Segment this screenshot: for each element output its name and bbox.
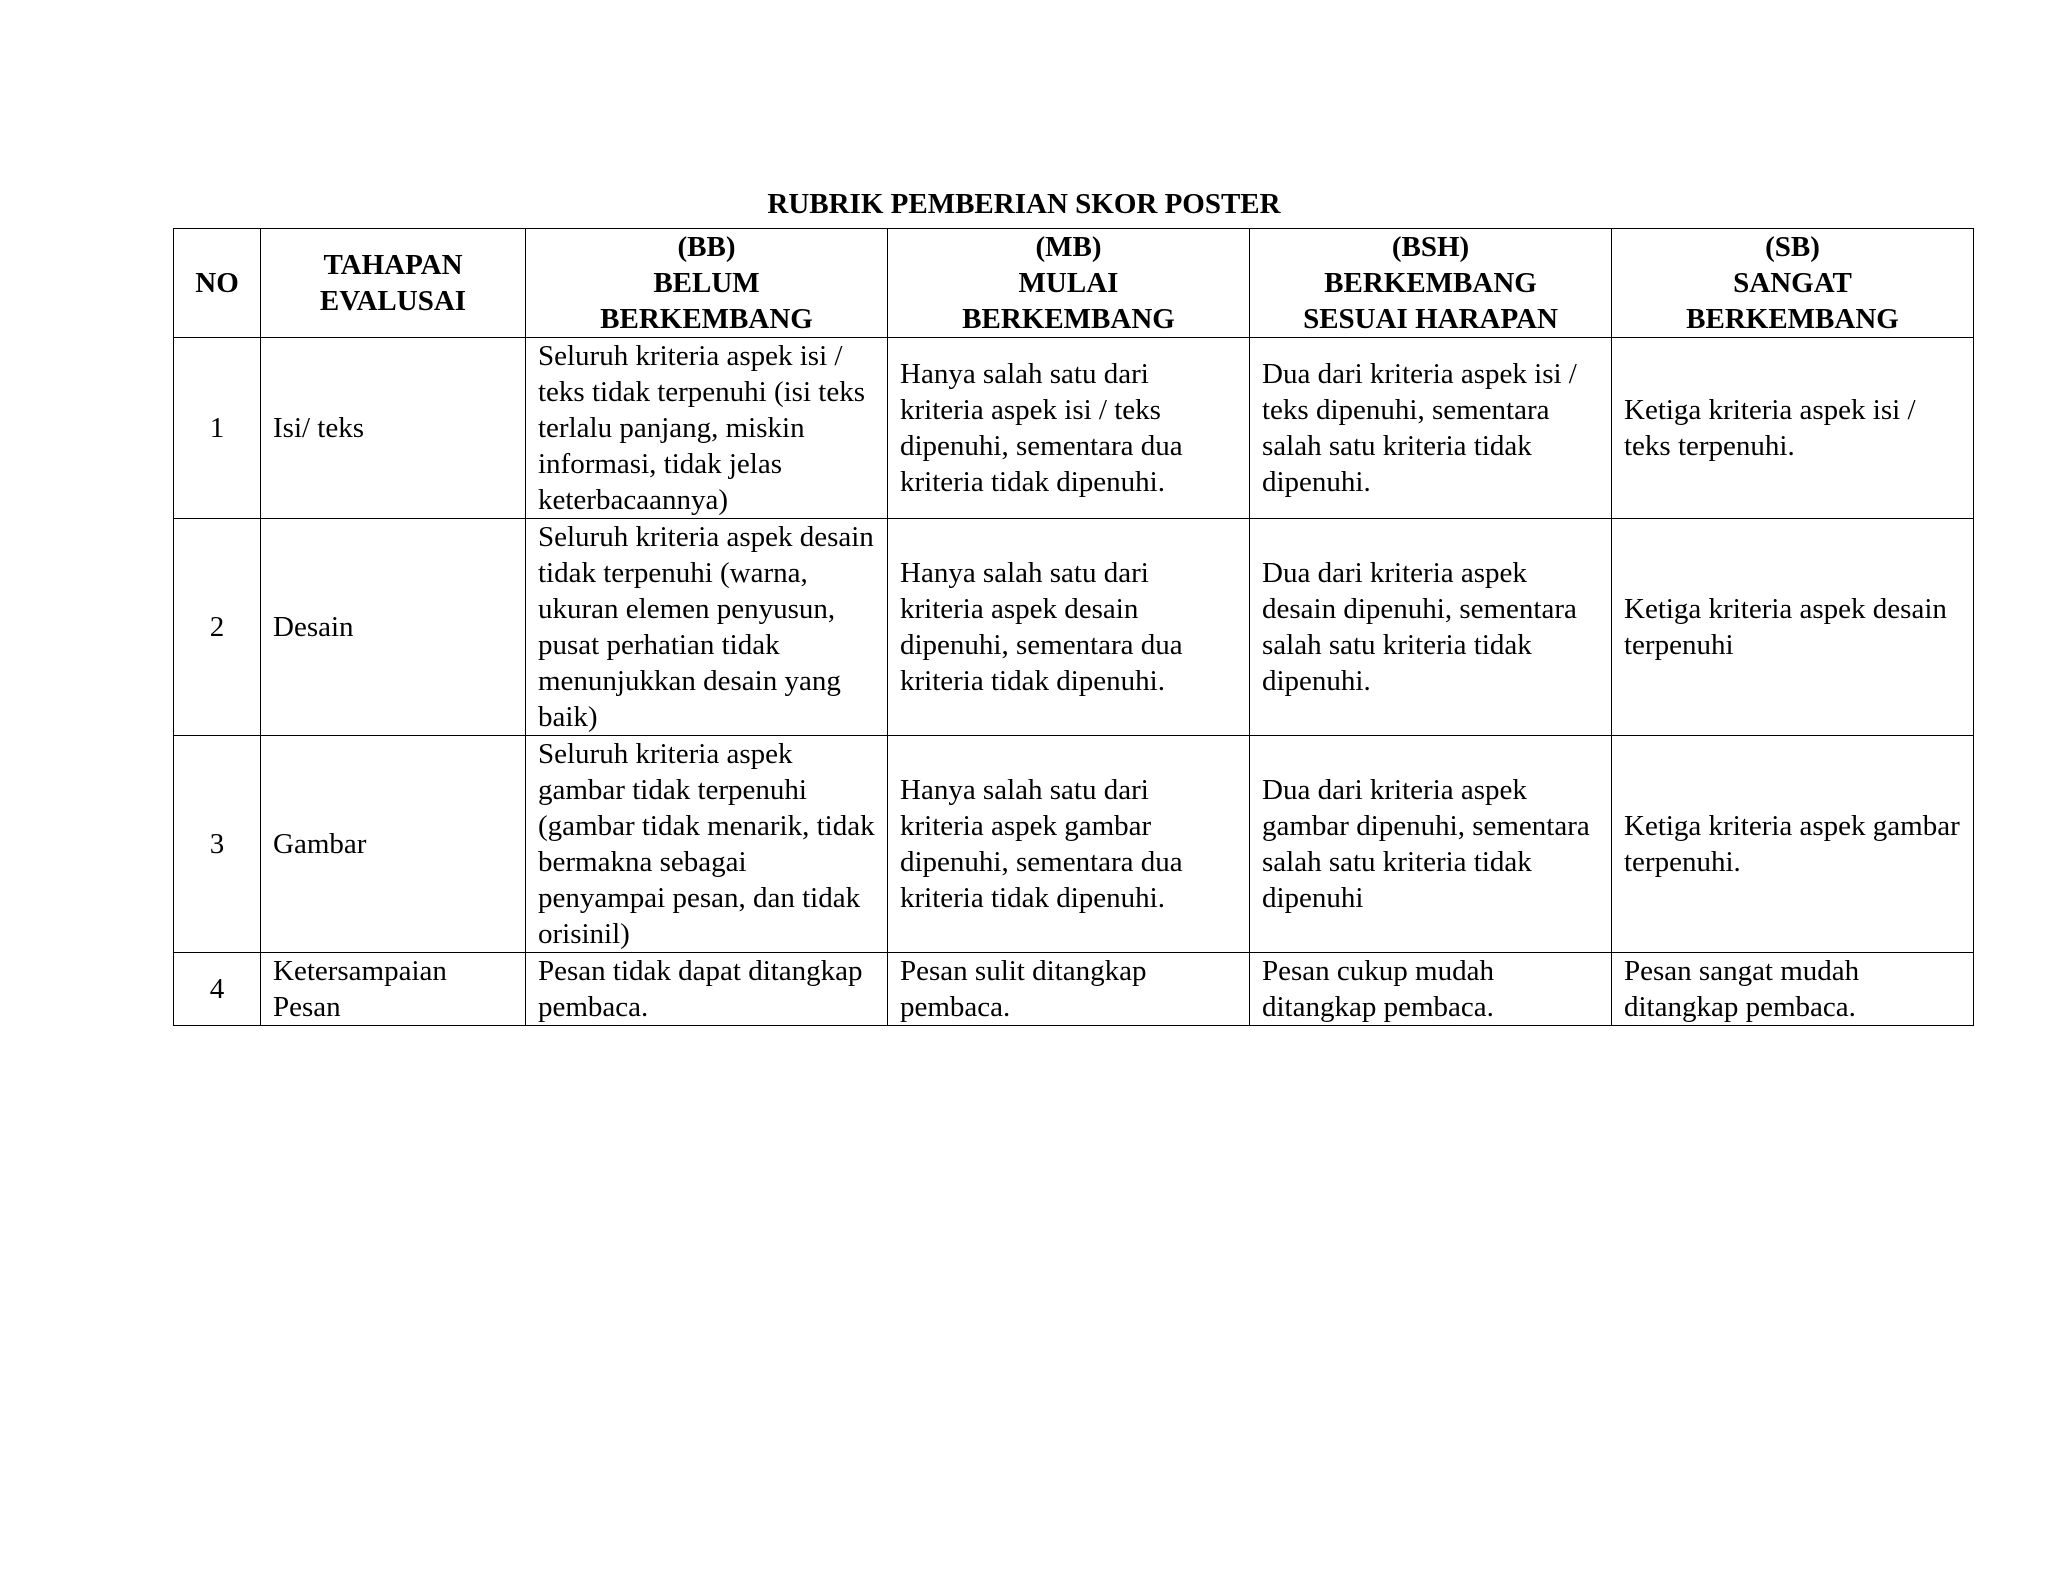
cell-bb: Seluruh kriteria aspek isi / teks tidak terpenuhi (isi teks terlalu panjang, miskin informasi, tidak jelas keterbacaannya) (526, 338, 888, 519)
header-mb-line-2: BERKEMBANG (962, 303, 1175, 335)
header-sb (1612, 229, 1974, 338)
table-row (174, 338, 1974, 519)
cell-bsh: Dua dari kriteria aspek desain dipenuhi, sementara salah satu kriteria tidak dipenuhi. (1250, 519, 1612, 736)
cell-sb: Ketiga kriteria aspek desain terpenuhi (1612, 519, 1974, 736)
table-header (174, 229, 1974, 338)
table-body (174, 338, 1974, 1026)
header-tahapan (261, 229, 526, 338)
table-row (174, 953, 1974, 1026)
header-sb-line-1: SANGAT (1733, 267, 1852, 299)
header-mb-line-1: MULAI (1018, 267, 1119, 299)
header-mb-code: (MB) (1035, 231, 1102, 263)
header-bsh (1250, 229, 1612, 338)
cell-mb: Hanya salah satu dari kriteria aspek isi / teks dipenuhi, sementara dua kriteria tidak dipenuhi. (888, 338, 1250, 519)
cell-sb: Ketiga kriteria aspek isi / teks terpenuhi. (1612, 338, 1974, 519)
cell-tahapan: Isi/ teks (261, 338, 526, 519)
header-tahapan-line-1: TAHAPAN (323, 249, 463, 281)
cell-mb: Pesan sulit ditangkap pembaca. (888, 953, 1250, 1026)
header-no-label: NO (195, 267, 239, 299)
header-bb-code: (BB) (677, 231, 736, 263)
header-mb (888, 229, 1250, 338)
header-sb-line-2: BERKEMBANG (1686, 303, 1899, 335)
cell-bsh: Dua dari kriteria aspek gambar dipenuhi, sementara salah satu kriteria tidak dipenuhi (1250, 736, 1612, 953)
cell-no: 2 (174, 519, 261, 736)
header-bsh-code: (BSH) (1391, 231, 1470, 263)
header-sb-code: (SB) (1765, 231, 1820, 263)
rubric-table (173, 228, 1974, 1026)
cell-tahapan: Desain (261, 519, 526, 736)
cell-bb: Seluruh kriteria aspek desain tidak terpenuhi (warna, ukuran elemen penyusun, pusat perhatian tidak menunjukkan desain yang baik) (526, 519, 888, 736)
header-bb-line-2: BERKEMBANG (600, 303, 813, 335)
table-row (174, 519, 1974, 736)
cell-no: 1 (174, 338, 261, 519)
cell-bb: Pesan tidak dapat ditangkap pembaca. (526, 953, 888, 1026)
cell-tahapan: Ketersampaian Pesan (261, 953, 526, 1026)
cell-sb: Ketiga kriteria aspek gambar terpenuhi. (1612, 736, 1974, 953)
cell-bsh: Pesan cukup mudah ditangkap pembaca. (1250, 953, 1612, 1026)
header-no (174, 229, 261, 338)
cell-sb: Pesan sangat mudah ditangkap pembaca. (1612, 953, 1974, 1026)
header-row (174, 229, 1974, 338)
header-bsh-line-1: BERKEMBANG (1324, 267, 1537, 299)
cell-bsh: Dua dari kriteria aspek isi / teks dipenuhi, sementara salah satu kriteria tidak dipenuhi. (1250, 338, 1612, 519)
cell-mb: Hanya salah satu dari kriteria aspek desain dipenuhi, sementara dua kriteria tidak dipenuhi. (888, 519, 1250, 736)
document-title: RUBRIK PEMBERIAN SKOR POSTER (767, 188, 1281, 220)
header-bsh-line-2: SESUAI HARAPAN (1303, 303, 1558, 335)
cell-bb: Seluruh kriteria aspek gambar tidak terpenuhi (gambar tidak menarik, tidak bermakna sebagai penyampai pesan, dan tidak orisinil) (526, 736, 888, 953)
table-row (174, 736, 1974, 953)
header-tahapan-line-2: EVALUSAI (319, 285, 467, 317)
cell-tahapan: Gambar (261, 736, 526, 953)
header-bb (526, 229, 888, 338)
cell-no: 4 (174, 953, 261, 1026)
cell-no: 3 (174, 736, 261, 953)
cell-mb: Hanya salah satu dari kriteria aspek gambar dipenuhi, sementara dua kriteria tidak dipenuhi. (888, 736, 1250, 953)
header-bb-line-1: BELUM (653, 267, 760, 299)
